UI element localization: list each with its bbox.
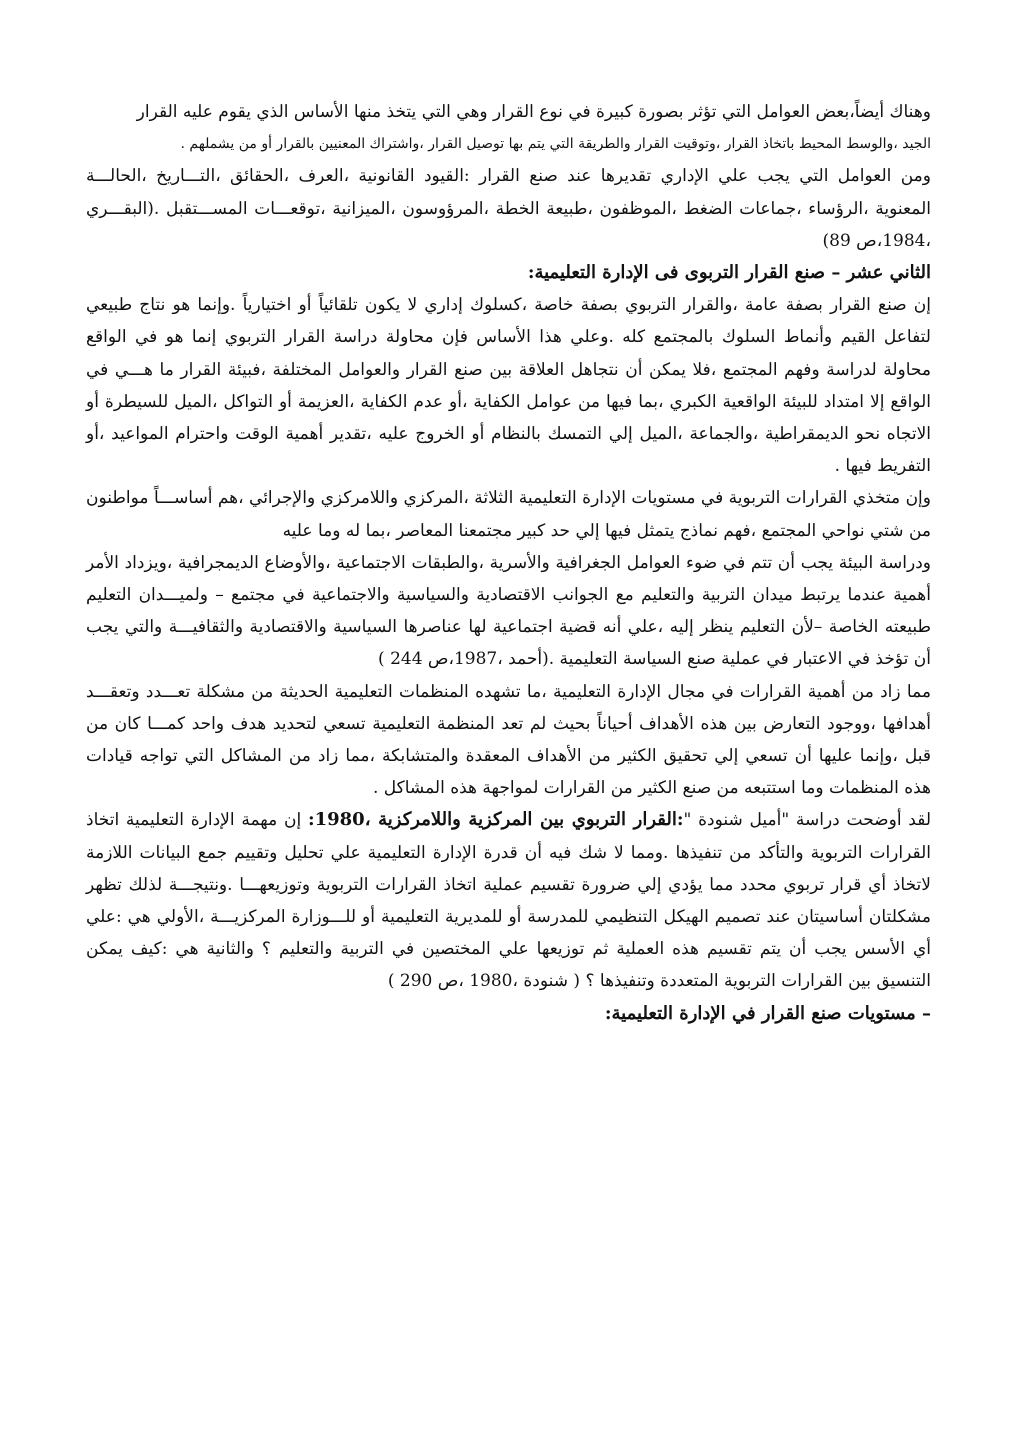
paragraph-factors-intro: وهناك أيضاً،بعض العوامل التي تؤثر بصورة كبيرة في نوع القرار وهي التي يتخذ منها الأساس الذي يقوم عليه القرار (136, 102, 931, 122)
paragraph-importance: مما زاد من أهمية القرارات في مجال الإدارة التعليمية ،ما تشهده المنظمات التعليمية الحديثة من مشكلة تعـــدد وتعقـــد أهدافها ،ووجود التعارض بين هذه الأهداف أحياناً بحيث لم تعد المنظمة التعليمية تسعي لتحديد هدف واحد كمـــا كان من قبل ،وإنما عليها أن تسعي إلي تحقيق الكثير من الأهداف المعقدة والمتشابكة ،مما زاد من المشاكل التي تواجه قيادات هذه المنظمات وما استتبعه من صنع الكثير من القرارات لمواجهة هذه المشاكل . (86, 681, 931, 799)
section-heading-levels: – مستويات صنع القرار في الإدارة التعليمية: (604, 1002, 931, 1024)
document-page (86, 96, 931, 1030)
paragraph-decision-making: إن صنع القرار بصفة عامة ،والقرار التربوي بصفة خاصة ،كسلوك إداري لا يكون تلقائياً أو اختيارياً .وإنما هو نتاج طبيعي لتفاعل القيم وأنماط السلوك بالمجتمع كله .وعلي هذا الأساس فإن محاولة دراسة القرار التربوي إنما هو في الواقع محاولة لدراسة وفهم المجتمع ،فلا يمكن أن نتجاهل العلاقة بين صنع القرار والعوامل المختلفة ،فبيئة القرار ما هـــي في الواقع إلا امتداد للبيئة الواقعية الكبري ،بما فيها من عوامل الكفاية ،أو عدم الكفاية ،العزيمة أو التواكل ،الميل للسيطرة أو الاتجاه نحو الديمقراطية ،والجماعة ،الميل إلي التمسك بالنظام أو الخروج عليه ،تقدير أهمية الوقت واحترام المواعيد ،أو التفريط فيها . (86, 295, 931, 477)
study-body-text: إن مهمة الإدارة التعليمية اتخاذ القرارات التربوية والتأكد من تنفيذها .ومما لا شك فيه أن قدرة الإدارة التعليمية علي تحليل وتقييم جمع البيانات اللازمة لاتخاذ أي قرار تربوي محدد مما يؤدي إلي ضرورة تقسيم عملية اتخاذ القرارات التربوية وتوزيعهـــا .ونتيجـــة لذلك تظهر مشكلتان أساسيتان عند تصميم الهيكل التنظيمي للمدرسة أو للمديرية التعليمية أو للـــوزارة المركزيـــة ،الأولي هي :علي أي الأسس يجب أن يتم تقسيم هذه العملية ثم توزيعها علي المختصين في التربية والتعليم ؟ والثانية هي :كيف يمكن التنسيق بين القرارات التربوية المتعددة وتنفيذها ؟ ( شنودة ،1980 ،ص 290 ) (86, 810, 931, 992)
section-heading-twelve: الثاني عشر – صنع القرار التربوى فى الإدارة التعليمية: (527, 262, 931, 284)
paragraph-decision-makers: وإن متخذي القرارات التربوية في مستويات الإدارة التعليمية الثلاثة ،المركزي واللامركزي والإجرائي ،هم أساســـاً مواطنون من شتي نواحي المجتمع ،فهم نماذج يتمثل فيها إلي حد كبير مجتمعنا المعاصر ،بما له وما عليه (86, 488, 931, 541)
paragraph-shenouda-study (86, 804, 931, 997)
study-intro-text: لقد أوضحت دراسة "أميل شنودة " (683, 810, 931, 831)
study-title-bold: :القرار التربوي بين المركزية واللامركزية ،1980: (307, 809, 684, 831)
paragraph-environment-study: ودراسة البيئة يجب أن تتم في ضوء العوامل الجغرافية والأسرية ،والطبقات الاجتماعية ،والأوضاع الديمجرافية ،ويزداد الأمر أهمية عندما يرتبط ميدان التربية والتعليم مع الجوانب الاقتصادية والسياسية والاجتماعية في مجتمع – ولميـــدان التعليم طبيعته الخاصة –لأن التعليم ينظر إليه ،علي أنه قضية اجتماعية لها عناصرها السياسية والاقتصادية والثقافيـــة والتي يجب أن تؤخذ في الاعتبار في عملية صنع السياسة التعليمية .(أحمد ،1987،ص 244 ) (86, 552, 931, 670)
paragraph-admin-factors: ومن العوامل التي يجب علي الإداري تقديرها عند صنع القرار :القيود القانونية ،العرف ،الحقائق ،التـــاريخ ،الحالـــة المعنوية ،الرؤساء ،جماعات الضغط ،الموظفون ،طبيعة الخطة ،المرؤوسون ،الميزانية ،توقعـــات المســـتقبل .(البقـــري ،1984،ص 89) (86, 166, 931, 251)
paragraph-factors-list: الجيد ،والوسط المحيط باتخاذ القرار ،وتوقيت القرار والطريقة التي يتم بها توصيل القرار ،واشتراك المعنيين بالقرار أو من يشملهم . (180, 136, 931, 153)
